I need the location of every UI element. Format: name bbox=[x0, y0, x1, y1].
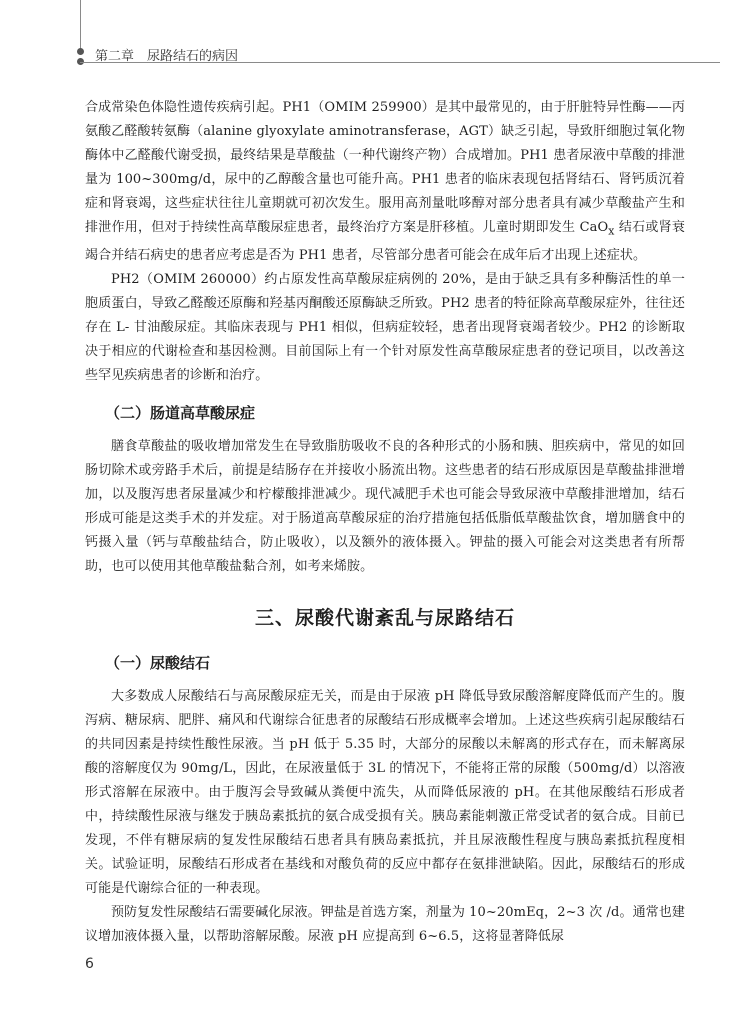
running-head-chapter: 第二章 尿路结石的病因 bbox=[95, 49, 239, 64]
paragraph-enteric: 膳食草酸盐的吸收增加常发生在导致脂肪吸收不良的各种形式的小肠和胰、胆疾病中，常见的如回肠切除术或旁路手术后，前提是结肠存在并接收小肠流出物。这些患者的结石形成原因是草酸盐排泄增加，以及腹泻患者尿量减少和柠檬酸排泄减少。现代减肥手术也可能会导致尿液中草酸排泄增加，结石形成可能是这类手术的并发症。对于肠道高草酸尿症的治疗措施包括低脂低草酸盐饮食，增加膳食中的钙摄入量（钙与草酸盐结合，防止吸收），以及额外的液体摄入。钾盐的摄入可能会对这类患者有所帮助，也可以使用其他草酸盐黏合剂，如考来烯胺。 bbox=[85, 438, 685, 574]
paragraph-ph1-text: 合成常染色体隐性遗传疾病引起。PH1（OMIM 259900）是其中最常见的，由于肝脏特异性酶——丙氨酸乙醛酸转氨酶（alanine glyoxylate aminotransferase，AGT）缺乏引起，导致肝细胞过氧化物酶体中乙醛酸代谢受损，最终结果是草酸盐（一种代谢终产物）合成增加。PH1 患者尿液中草酸的排泄量为 100~300mg/d，尿中的乙醇酸含量也可能升高。PH1 患者的临床表现包括肾结石、肾钙质沉着症和肾衰竭，这些症状往往儿童期就可初次发生。服用高剂量吡哆醇对部分患者具有减少草酸盐产生和排泄作用，但对于持续性高草酸尿症患者，最终治疗方案是肝移植。儿童时期即发生 CaO bbox=[85, 100, 685, 235]
subheading-enteric-hyperoxaluria: （二）肠道高草酸尿症 bbox=[105, 403, 256, 422]
paragraph-ph1-text-cont: 结石或肾衰竭合并结石病史的患者应考虑是否为 PH1 患者，尽管部分患者可能会在成年后才出现上述症状。 bbox=[85, 220, 685, 263]
paragraph-ph2: PH2（OMIM 260000）约占原发性高草酸尿症病例的 20%，是由于缺乏具有多种酶活性的单一胞质蛋白，导致乙醛酸还原酶和羟基丙酮酸还原酶缺乏所致。PH2 患者的特征除高草酸尿症外，往往还存在 L- 甘油酸尿症。其临床表现与 PH1 相似，但病症较轻，患者出现肾衰竭者较少。PH2 的诊断取决于相应的代谢检查和基因检测。目前国际上有一个针对原发性高草酸尿症患者的登记项目，以改善这些罕见疾病患者的诊断和治疗。 bbox=[85, 271, 685, 383]
header-dot-ornament bbox=[77, 48, 84, 55]
section-title-uric-acid: 三、尿酸代谢紊乱与尿路结石 bbox=[254, 606, 515, 629]
paragraph-ph1 bbox=[85, 96, 685, 268]
subscript-x: x bbox=[608, 224, 615, 238]
margin-rule-vertical bbox=[80, 0, 81, 50]
page-number: 6 bbox=[85, 956, 94, 972]
paragraph-prevention: 预防复发性尿酸结石需要碱化尿液。钾盐是首选方案，剂量为 10~20mEq，2~3 次 /d。通常也建议增加液体摄入量，以帮助溶解尿酸。尿液 pH 应提高到 6~6.5，这将显著降低尿 bbox=[85, 904, 685, 944]
paragraph-uric-acid: 大多数成人尿酸结石与高尿酸尿症无关，而是由于尿液 pH 降低导致尿酸溶解度降低而产生的。腹泻病、糖尿病、肥胖、痛风和代谢综合征患者的尿酸结石形成概率会增加。上述这些疾病引起尿酸结石的共同因素是持续性酸性尿液。当 pH 低于 5.35 时，大部分的尿酸以未解离的形式存在，而未解离尿酸的溶解度仅为 90mg/L，因此，在尿液量低于 3L 的情况下，不能将正常的尿酸（500mg/d）以溶液形式溶解在尿液中。由于腹泻会导致碱从粪便中流失，从而降低尿液的 pH。在其他尿酸结石形成者中，持续酸性尿液与继发于胰岛素抵抗的氨合成受损有关。胰岛素能刺激正常受试者的氨合成。目前已发现，不伴有糖尿病的复发性尿酸结石患者具有胰岛素抵抗，并且尿液酸性程度与胰岛素抵抗程度相关。试验证明，尿酸结石形成者在基线和对酸负荷的反应中都存在氨排泄缺陷。因此，尿酸结石的形成可能是代谢综合征的一种表现。 bbox=[85, 688, 685, 896]
page-body bbox=[85, 96, 685, 949]
subheading-uric-acid-stones: （一）尿酸结石 bbox=[105, 653, 211, 672]
